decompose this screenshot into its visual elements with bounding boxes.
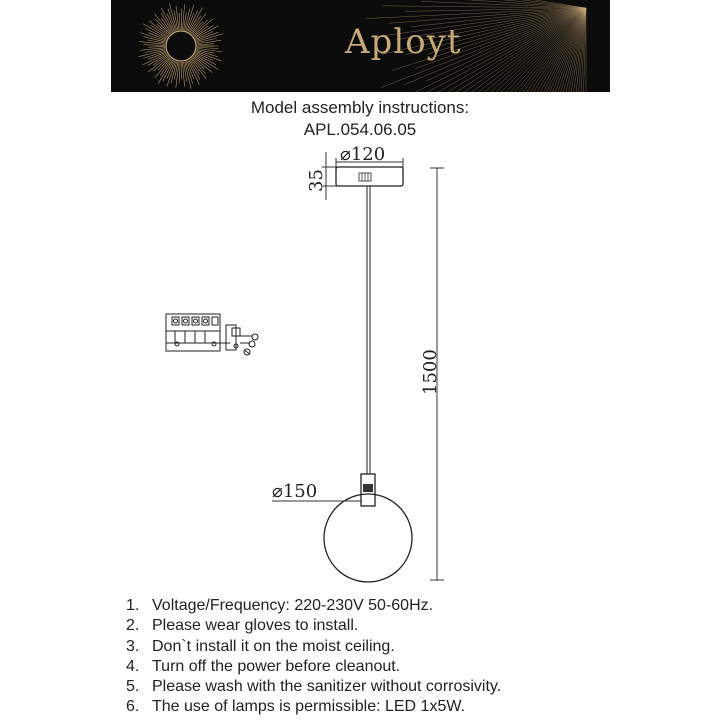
list-item: 1. Voltage/Frequency: 220-230V 50-60Hz. <box>126 597 434 614</box>
model-number: APL.054.06.05 <box>303 120 417 139</box>
brand-name: Aployt <box>345 22 462 62</box>
socket-ring <box>363 484 373 492</box>
list-item: 2. Please wear gloves to install. <box>126 617 359 635</box>
list-item: 5. Please wash with the sanitizer without corrosivity. <box>126 678 502 696</box>
list-item: 6. The use of lamps is permissible: LED 1x5W. <box>126 698 466 716</box>
length-label: 1500 <box>420 349 441 395</box>
glass-globe <box>324 494 412 582</box>
instructions-list <box>126 596 501 718</box>
canopy-height-label: 35 <box>306 169 327 192</box>
assembly-drawing <box>0 140 720 590</box>
brand-banner <box>111 0 610 92</box>
terminal-block-diagram <box>166 314 258 355</box>
suspension-cable <box>367 186 370 474</box>
list-item: 3. Don`t install it on the moist ceiling. <box>126 637 395 655</box>
globe-diameter-label: ⌀150 <box>272 481 318 502</box>
canopy-diameter-label: ⌀120 <box>340 144 386 165</box>
canopy <box>336 167 403 186</box>
page-title: Model assembly instructions: <box>250 98 470 117</box>
list-item: 4. Turn off the power before cleanout. <box>126 657 401 675</box>
